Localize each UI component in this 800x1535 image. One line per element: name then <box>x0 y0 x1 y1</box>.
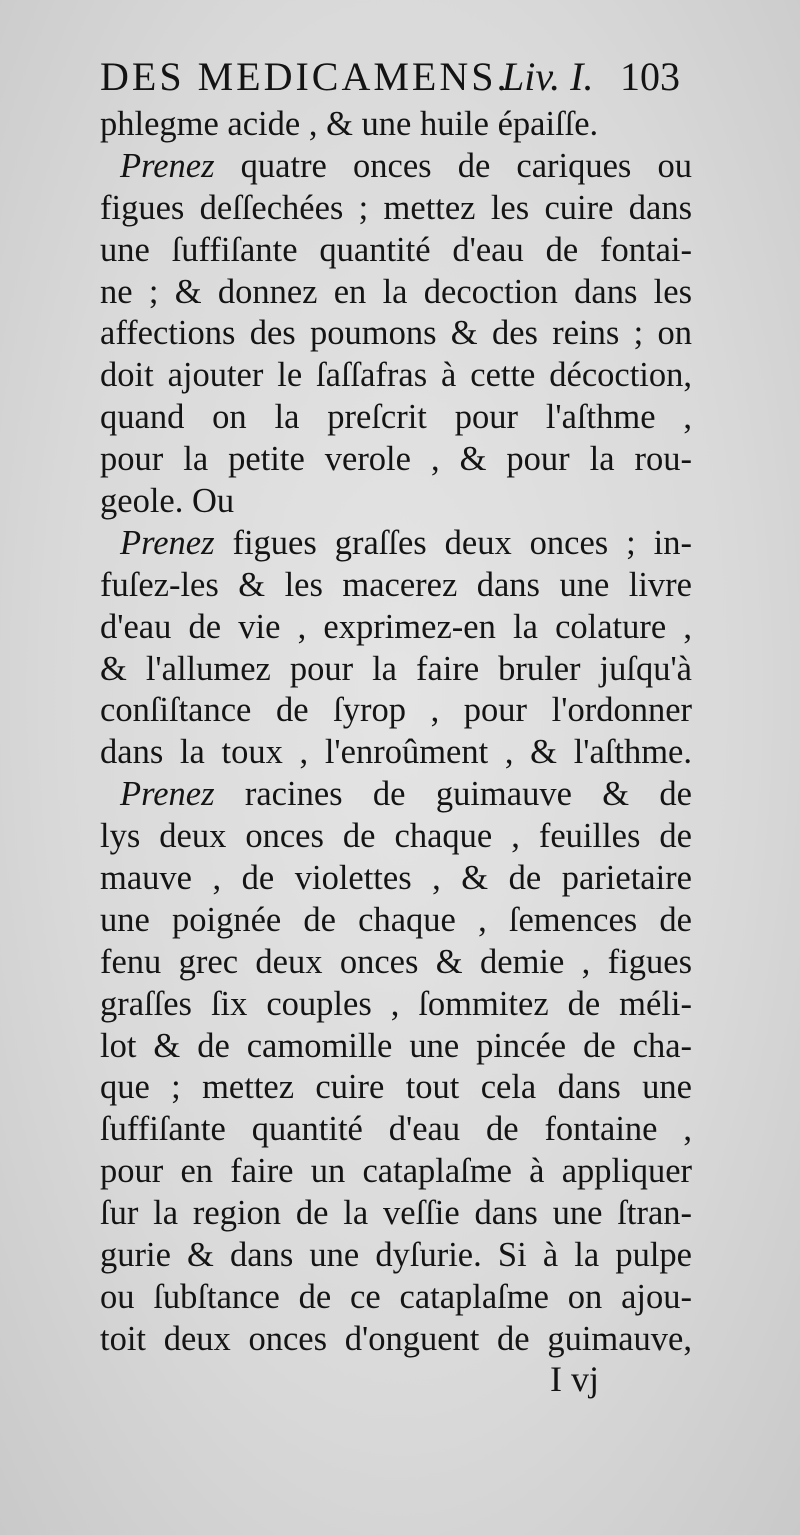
prenez-italic: Prenez <box>120 523 215 562</box>
line-text: gurie & dans une dyſurie. Si à la pulpe <box>100 1236 692 1275</box>
text-line <box>100 1109 692 1151</box>
text-line <box>100 1277 692 1319</box>
line-text: figues graſſes deux onces ; in- <box>214 523 692 562</box>
line-text: racines de guimauve & de <box>214 775 692 814</box>
text-line <box>100 565 692 607</box>
line-text: d'eau de vie , exprimez-en la colature , <box>100 607 692 646</box>
text-line <box>100 1193 692 1235</box>
text-line <box>100 439 692 481</box>
line-text: dans la toux , l'enroûment , & l'aſthme. <box>100 733 692 772</box>
line-text: phlegme acide , & une huile épaiſſe. <box>100 105 599 143</box>
text-line <box>100 481 692 523</box>
line-text: ne ; & donnez en la decoction dans les <box>100 272 692 311</box>
text-line <box>100 732 692 774</box>
book-number: Liv. I. <box>502 54 594 99</box>
text-line <box>100 690 692 732</box>
text-line <box>100 984 692 1026</box>
line-text: une ſuffiſante quantité d'eau de fontai- <box>100 230 692 269</box>
text-line <box>100 397 692 439</box>
text-line <box>100 607 692 649</box>
text-line <box>100 146 692 188</box>
text-line <box>100 774 692 816</box>
line-text: lys deux onces de chaque , feuilles de <box>100 817 692 856</box>
page-number: 103 <box>620 54 680 99</box>
text-line <box>100 104 692 146</box>
line-text: geole. Ou <box>100 482 235 521</box>
text-line <box>100 272 692 314</box>
body-text <box>100 104 692 1361</box>
line-text: toit deux onces d'onguent de guimauve, <box>100 1319 692 1358</box>
line-text: fuſez-les & les macerez dans une livre <box>100 565 692 604</box>
text-line <box>100 355 692 397</box>
line-text: conſiſtance de ſyrop , pour l'ordonner <box>100 691 692 730</box>
line-text: une poignée de chaque , ſemences de <box>100 900 692 939</box>
line-text: pour la petite verole , & pour la rou- <box>100 440 692 479</box>
line-text: affections des poumons & des reins ; on <box>100 314 692 353</box>
line-text: fenu grec deux onces & demie , figues <box>100 942 692 981</box>
line-text: figues deſſechées ; mettez les cuire dans <box>100 188 692 227</box>
text-line <box>100 858 692 900</box>
text-line <box>100 1151 692 1193</box>
text-line <box>100 313 692 355</box>
text-line <box>100 942 692 984</box>
prenez-italic: Prenez <box>120 775 215 814</box>
text-line <box>100 230 692 272</box>
line-text: graſſes ſix couples , ſommitez de méli- <box>100 984 692 1023</box>
line-text: lot & de camomille une pincée de cha- <box>100 1026 692 1065</box>
line-text: ſur la region de la veſſie dans une ſtran- <box>100 1194 692 1233</box>
text-line <box>100 1235 692 1277</box>
running-title: DES MEDICAMENS. <box>100 54 510 99</box>
text-line <box>100 900 692 942</box>
line-text: quand on la preſcrit pour l'aſthme , <box>100 398 692 437</box>
text-line <box>100 816 692 858</box>
text-line <box>100 649 692 691</box>
text-line <box>100 1319 692 1361</box>
text-line <box>100 1067 692 1109</box>
signature-mark: I vj <box>550 1359 599 1399</box>
line-text: ou ſubſtance de ce cataplaſme on ajou- <box>100 1277 692 1316</box>
line-text: que ; mettez cuire tout cela dans une <box>100 1068 692 1107</box>
text-line <box>100 1026 692 1068</box>
line-text: mauve , de violettes , & de parietaire <box>100 859 692 898</box>
line-text: ſuffiſante quantité d'eau de fontaine , <box>100 1110 692 1149</box>
running-header <box>100 52 680 102</box>
prenez-italic: Prenez <box>120 146 215 185</box>
line-text: pour en faire un cataplaſme à appliquer <box>100 1152 692 1191</box>
text-line <box>100 523 692 565</box>
text-line <box>100 188 692 230</box>
line-text: doit ajouter le ſaſſafras à cette décoction, <box>100 356 692 395</box>
line-text: & l'allumez pour la faire bruler juſqu'à <box>100 649 692 688</box>
line-text: quatre onces de cariques ou <box>214 146 692 185</box>
